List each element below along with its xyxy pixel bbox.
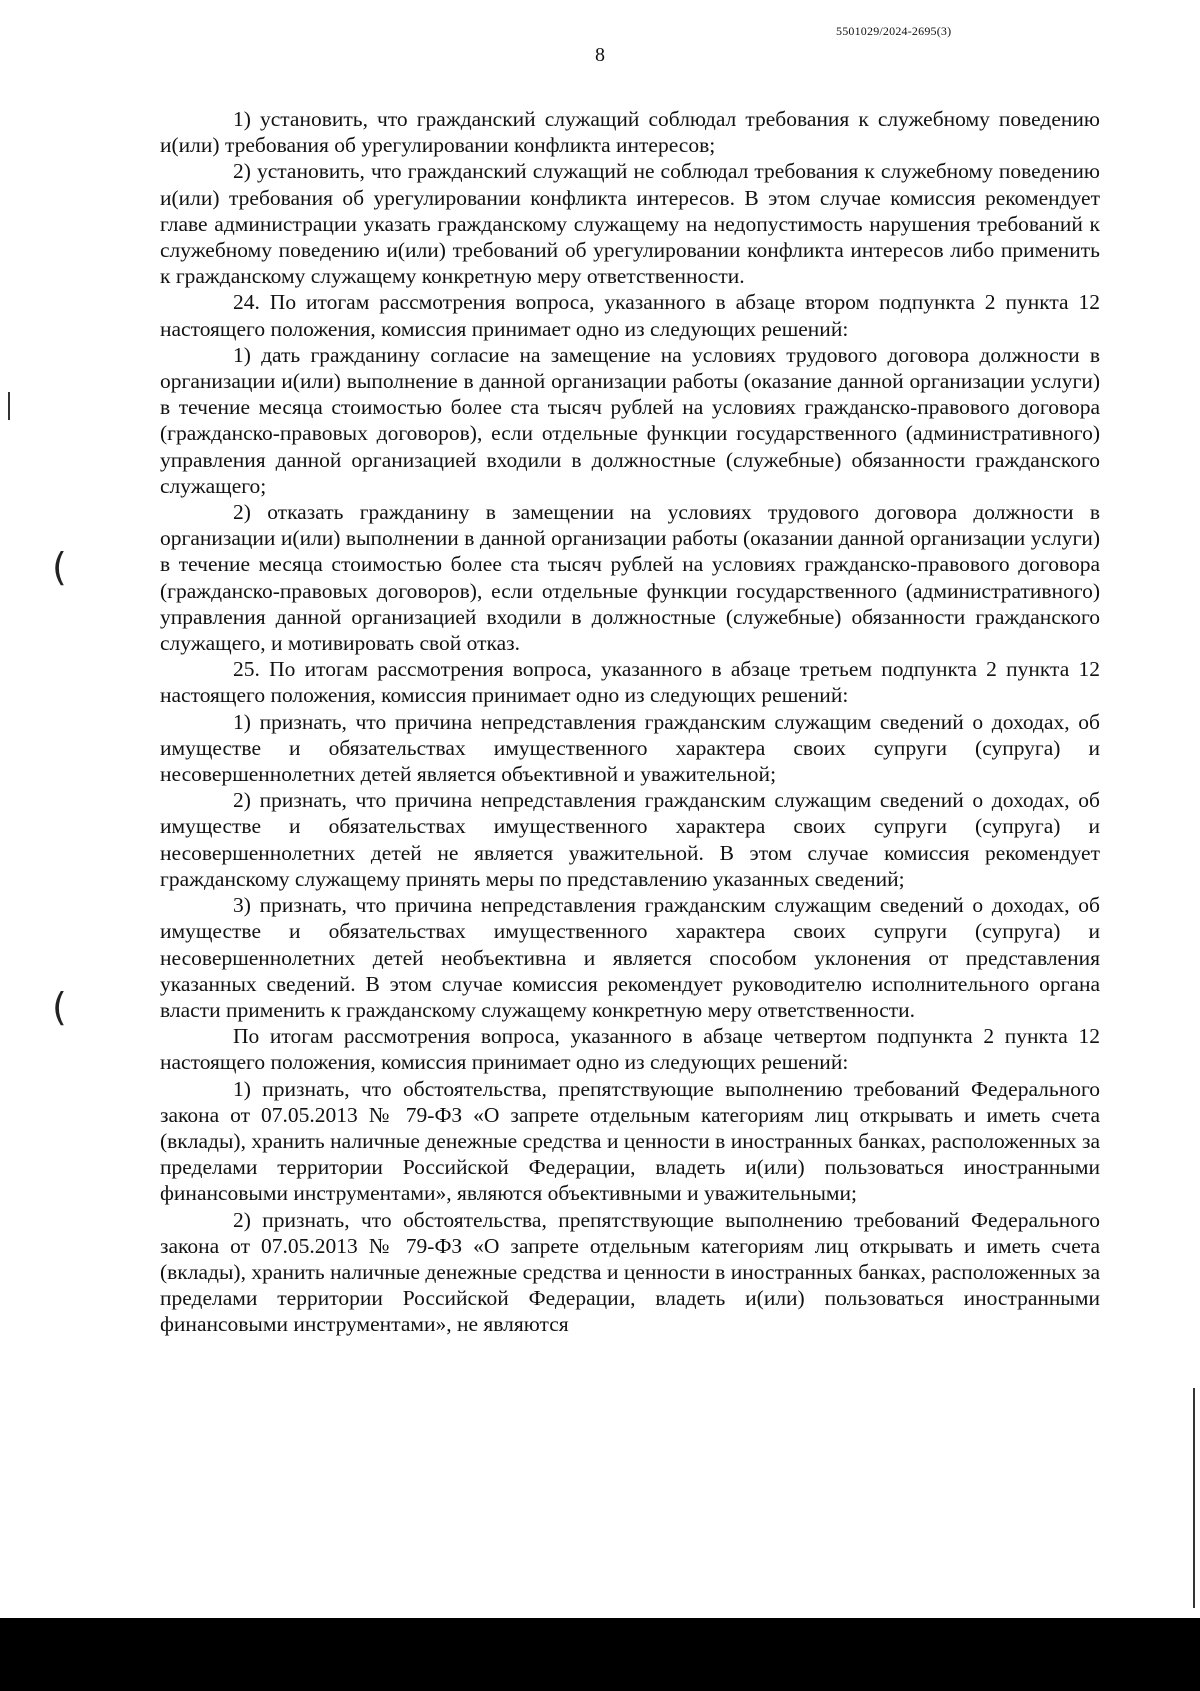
paragraph-abzac-4-item-1: 1) признать, что обстоятельства, препятствующие выполнению требований Федерального закона от 07.05.2013 № 79-ФЗ «О запрете отдельным категориям лиц открывать и иметь счета (вклады), хранить наличные денежные средства и ценности в иностранных банках, расположенных за пределами территории Российской Федерации, владеть и(или) пользоваться иностранными финансовыми инструментами», являются объективными и уважительными; — [160, 1076, 1100, 1206]
paragraph-25-item-3: 3) признать, что причина непредставления гражданским служащим сведений о доходах, об имуществе и обязательствах имущественного характера своих супруги (супруга) и несовершеннолетних детей необъективна и является способом уклонения от представления указанных сведений. В этом случае комиссия рекомендует руководителю исполнительного органа власти применить к гражданскому служащему конкретную меру ответственности. — [160, 893, 1100, 1022]
paragraph-25-item-1: 1) признать, что причина непредставления гражданским служащим сведений о доходах, об имуществе и обязательствах имущественного характера своих супруги (супруга) и несовершеннолетних детей является объективной и уважительной; — [160, 709, 1100, 787]
right-scan-edge-line — [1193, 1388, 1195, 1608]
paragraph-23-item-1: 1) установить, что гражданский служащий соблюдал требования к служебному поведению и(или) требования об урегулировании конфликта интересов; — [160, 107, 1100, 158]
scan-bottom-bar — [0, 1618, 1200, 1691]
document-body — [160, 106, 1100, 1338]
paragraph-25-item-2: 2) признать, что причина непредставления гражданским служащим сведений о доходах, об имуществе и обязательствах имущественного характера своих супруги (супруга) и несовершеннолетних детей не является уважительной. В этом случае комиссия рекомендует гражданскому служащему принять меры по представлению указанных сведений; — [160, 788, 1100, 891]
paragraph-abzac-4-item-2: 2) признать, что обстоятельства, препятствующие выполнению требований Федерального закона от 07.05.2013 № 79-ФЗ «О запрете отдельным категориям лиц открывать и иметь счета (вклады), хранить наличные денежные средства и ценности в иностранных банках, расположенных за пределами территории Российской Федерации, владеть и(или) пользоваться иностранными финансовыми инструментами», не являются — [160, 1207, 1100, 1337]
page-number: 8 — [595, 44, 605, 66]
paragraph-23-item-2: 2) установить, что гражданский служащий не соблюдал требования к служебному поведению и(или) требования об урегулировании конфликта интересов. В этом случае комиссия рекомендует главе администрации указать гражданскому служащему на недопустимость нарушения требований к служебному поведению и(или) требований об урегулировании конфликта интересов либо применить к гражданскому служащему конкретную меру ответственности. — [160, 159, 1100, 289]
document-number: 5501029/2024-2695(3) — [836, 24, 952, 38]
paragraph-abzac-4-intro: По итогам рассмотрения вопроса, указанного в абзаце четвертом подпункта 2 пункта 12 настоящего положения, комиссия принимает одно из следующих решений: — [160, 1024, 1100, 1075]
left-scan-edge-line — [8, 392, 10, 420]
paragraph-24-item-1: 1) дать гражданину согласие на замещение на условиях трудового договора должности в организации и(или) выполнение в данной организации работы (оказание данной организации услуги) в течение месяца стоимостью более ста тысяч рублей на условиях гражданско-правового договора (гражданско-правовых договоров), если отдельные функции государственного (административного) управления данной организацией входили в должностные (служебные) обязанности гражданского служащего; — [160, 342, 1100, 498]
paragraph-24-intro: 24. По итогам рассмотрения вопроса, указанного в абзаце втором подпункта 2 пункта 12 настоящего положения, комиссия принимает одно из следующих решений: — [160, 290, 1100, 341]
paragraph-24-item-2: 2) отказать гражданину в замещении на условиях трудового договора должности в организации и(или) выполнении в данной организации работы (оказании данной организации услуги) в течение месяца стоимостью более ста тысяч рублей на условиях гражданско-правового договора (гражданско-правовых договоров), если отдельные функции государственного (административного) управления данной организацией входили в должностные (служебные) обязанности гражданского служащего, и мотивировать свой отказ. — [160, 500, 1100, 656]
punch-hole-mark-lower: ( — [52, 985, 67, 1029]
paragraph-25-intro: 25. По итогам рассмотрения вопроса, указанного в абзаце третьем подпункта 2 пункта 12 настоящего положения, комиссия принимает одно из следующих решений: — [160, 657, 1100, 708]
punch-hole-mark-upper: ( — [52, 545, 67, 589]
